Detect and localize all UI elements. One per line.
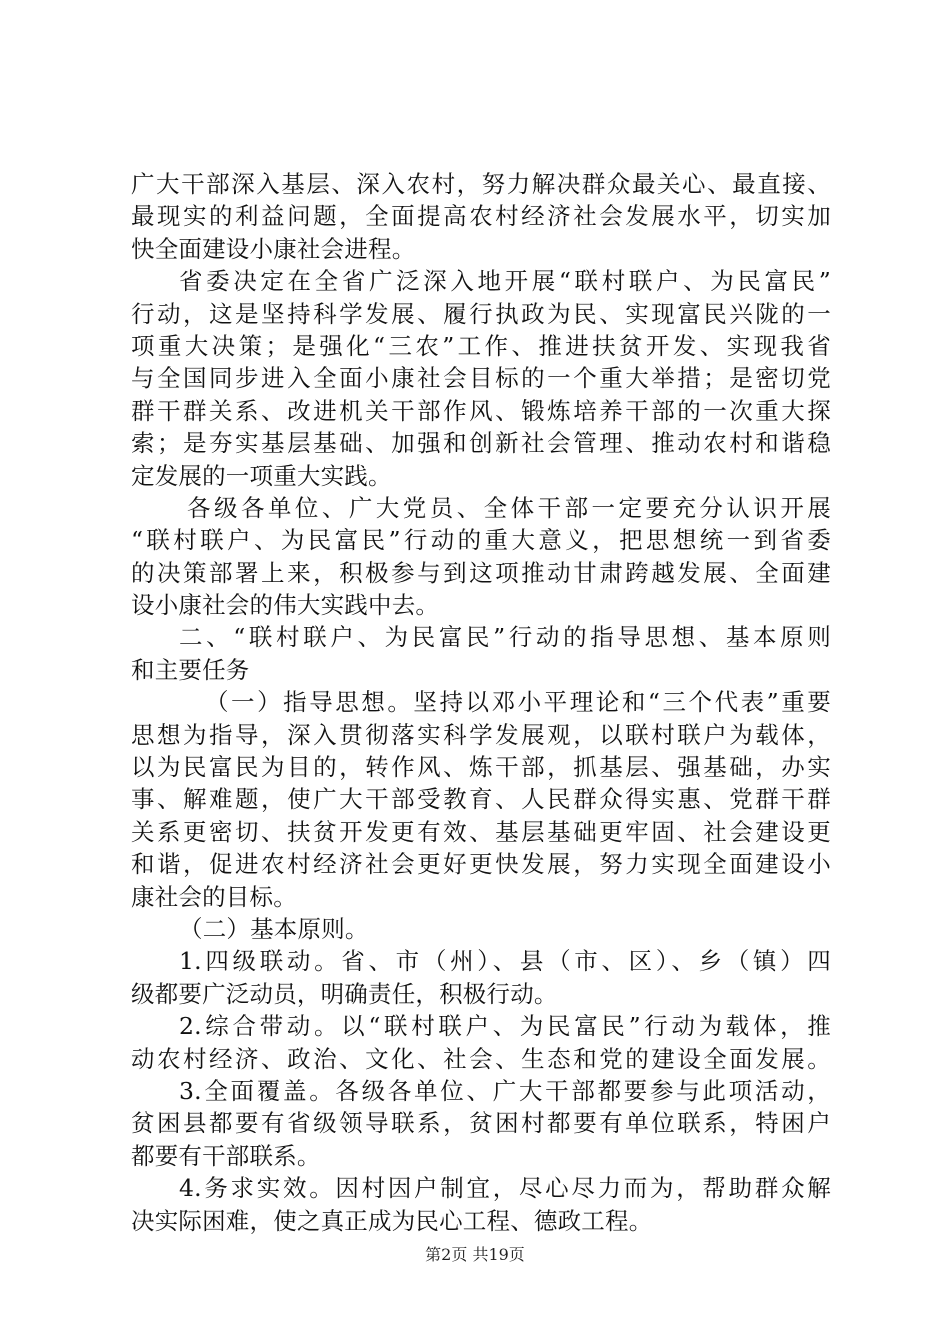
text-line-1: 广大干部深入基层、深入农村，努力解决群众最关心、最直接、 [131,170,831,198]
section-heading-line-2: 和主要任务 [131,655,250,684]
text-line-6: 项重大决策；是强化“三农”工作、推进扶贫开发、实现我省 [131,331,831,360]
text-line-19: 以为民富民为目的，转作风、炼干部，抓基层、强基础，办实 [131,753,831,782]
page-number-label: 第2页 共19页 [425,1245,525,1264]
text-line-30: 贫困县都要有省级领导联系，贫困村都要有单位联系，特困户 [131,1109,831,1138]
text-line-26: 级都要广泛动员，明确责任，积极行动。 [131,979,558,1008]
text-line-11: 各级各单位、广大党员、全体干部一定要充分认识开展 [187,493,831,522]
text-line-8: 群干群关系、改进机关干部作风、锻炼培养干部的一次重大探 [131,396,831,425]
text-line-5: 行动，这是坚持科学发展、履行执政为民、实现富民兴陇的一 [131,299,831,328]
text-line-29: 3.全面覆盖。各级各单位、广大干部都要参与此项活动， [179,1076,831,1105]
text-line-4: 省委决定在全省广泛深入地开展“联村联户、为民富民” [179,267,831,296]
text-line-13: 的决策部署上来，积极参与到这项推动甘肃跨越发展、全面建 [131,558,831,587]
text-line-14: 设小康社会的伟大实践中去。 [131,591,440,620]
text-line-3: 快全面建设小康社会进程。 [131,234,416,263]
text-line-24: （二）基本原则。 [179,914,369,943]
body-text [131,168,831,1237]
text-line-22: 和谐，促进农村经济社会更好更快发展，努力实现全面建设小 [131,850,831,879]
text-line-17: （一）指导思想。坚持以邓小平理论和“三个代表”重要 [205,688,831,717]
text-line-9: 索；是夯实基层基础、加强和创新社会管理、推动农村和谐稳 [131,429,831,458]
text-line-20: 事、解难题，使广大干部受教育、人民群众得实惠、党群干群 [131,785,831,814]
text-line-2: 最现实的利益问题，全面提高农村经济社会发展水平，切实加 [131,202,831,231]
text-line-12: “联村联户、为民富民”行动的重大意义，把思想统一到省委 [131,526,831,555]
text-line-27: 2.综合带动。以“联村联户、为民富民”行动为载体，推 [179,1012,831,1041]
page-footer [0,1245,950,1265]
text-line-28: 动农村经济、政治、文化、社会、生态和党的建设全面发展。 [131,1044,831,1073]
text-line-32: 4.务求实效。因村因户制宜，尽心尽力而为，帮助群众解 [179,1174,831,1203]
text-line-10: 定发展的一项重大实践。 [131,461,392,490]
text-line-25: 1.四级联动。省、市（州）、县（市、区）、乡（镇）四 [179,947,831,976]
text-line-31: 都要有干部联系。 [131,1141,321,1170]
section-heading-line-1: 二、“联村联户、为民富民”行动的指导思想、基本原则 [179,623,831,652]
text-line-7: 与全国同步进入全面小康社会目标的一个重大举措；是密切党 [131,364,831,393]
text-line-21: 关系更密切、扶贫开发更有效、基层基础更牢固、社会建设更 [131,817,831,846]
text-line-23: 康社会的目标。 [131,882,297,911]
text-line-33: 决实际困难，使之真正成为民心工程、德政工程。 [131,1206,653,1235]
text-line-18: 思想为指导，深入贯彻落实科学发展观，以联村联户为载体， [131,720,831,749]
